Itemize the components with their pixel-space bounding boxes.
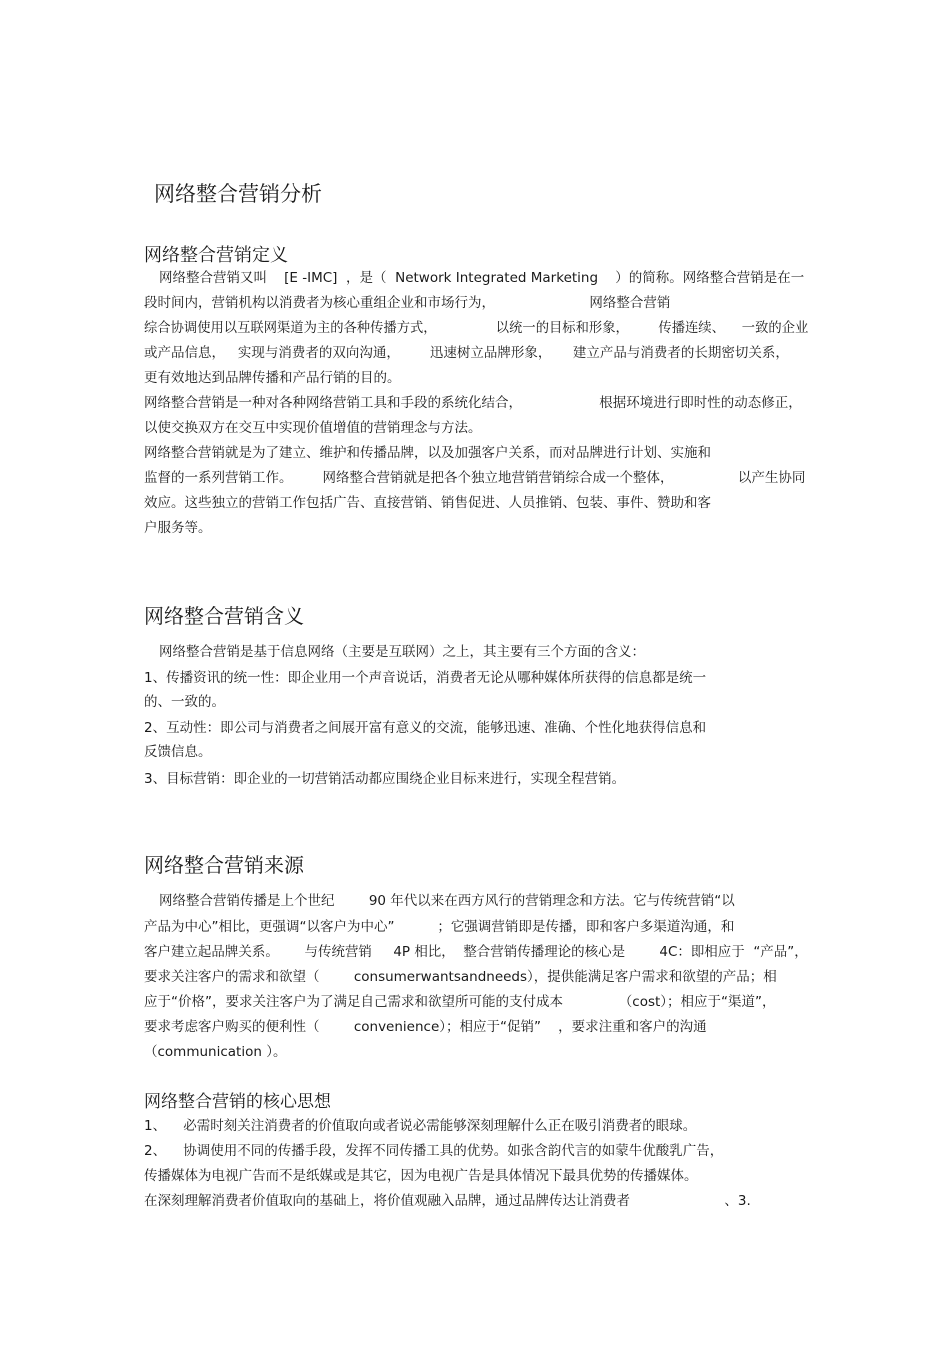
meaning-line: 2、互动性：即公司与消费者之间展开富有意义的交流，能够迅速、准确、个性化地获得信息和 (144, 720, 707, 736)
definition-line: 效应。这些独立的营销工作包括广告、直接营销、销售促进、人员推销、包装、事件、赞助和客 (144, 495, 711, 511)
definition-line: 监督的一系列营销工作。 网络整合营销就是把各个独立地营销营销综合成一个整体， 以产生协同 (144, 470, 806, 486)
meaning-line: 的、一致的。 (144, 694, 225, 710)
meaning-line: 网络整合营销是基于信息网络（主要是互联网）之上，其主要有三个方面的含义： (159, 644, 645, 660)
definition-line: 网络整合营销就是为了建立、维护和传播品牌，以及加强客户关系，而对品牌进行计划、实施和 (144, 445, 711, 461)
section-heading-origin: 网络整合营销来源 (144, 853, 304, 877)
section-heading-core-ideas: 网络整合营销的核心思想 (144, 1092, 331, 1112)
origin-line: 产品为中心”相比，更强调“以客户为中心” ；它强调营销即是传播，即和客户多渠道沟通，和 (144, 919, 735, 935)
definition-line: 综合协调使用以互联网渠道为主的各种传播方式， 以统一的目标和形象， 传播连续、 一致的企业 (144, 320, 809, 336)
section-heading-meaning: 网络整合营销含义 (144, 604, 304, 628)
origin-line: 应于“价格”，要求关注客户为了满足自己需求和欲望所可能的支付成本 （cost）；相应于“渠道”， (144, 994, 776, 1010)
origin-line: 客户建立起品牌关系。 与传统营销 4P 相比， 整合营销传播理论的核心是 4C：即相应于 “产品”， (144, 944, 808, 960)
section-heading-definition: 网络整合营销定义 (144, 245, 288, 266)
meaning-line: 1、传播资讯的统一性：即企业用一个声音说话，消费者无论从哪种媒体所获得的信息都是统一 (144, 670, 707, 686)
document-title: 网络整合营销分析 (154, 182, 322, 206)
definition-line: 更有效地达到品牌传播和产品行销的目的。 (144, 370, 401, 386)
definition-line: 网络整合营销又叫 [E -IMC] ，是（ Network Integrated Marketing ）的简称。网络整合营销是在一 (159, 270, 805, 286)
meaning-line: 3、目标营销：即企业的一切营销活动都应围绕企业目标来进行，实现全程营销。 (144, 771, 626, 787)
core-ideas-line: 1、 必需时刻关注消费者的价值取向或者说必需能够深刻理解什么正在吸引消费者的眼球。 (144, 1118, 697, 1134)
definition-line: 以使交换双方在交互中实现价值增值的营销理念与方法。 (144, 420, 482, 436)
definition-line: 户服务等。 (144, 520, 212, 536)
definition-line: 或产品信息， 实现与消费者的双向沟通， 迅速树立品牌形象， 建立产品与消费者的长期密切关系， (144, 345, 789, 361)
origin-line: 网络整合营销传播是上个世纪 90 年代以来在西方风行的营销理念和方法。它与传统营销“以 (159, 893, 735, 909)
definition-line: 网络整合营销是一种对各种网络营销工具和手段的系统化结合， 根据环境进行即时性的动态修正， (144, 395, 802, 411)
meaning-line: 反馈信息。 (144, 744, 212, 760)
core-ideas-line: 传播媒体为电视广告而不是纸媒或是其它，因为电视广告是具体情况下最具优势的传播媒体。 (144, 1168, 698, 1184)
definition-line: 段时间内，营销机构以消费者为核心重组企业和市场行为， 网络整合营销 (144, 295, 671, 311)
origin-line: 要求考虑客户购买的便利性（ convenience）；相应于“促销” ，要求注重和客户的沟通 (144, 1019, 707, 1035)
origin-line: （communication ）。 (144, 1044, 287, 1060)
origin-line: 要求关注客户的需求和欲望（ consumerwantsandneeds），提供能满足客户需求和欲望的产品；相 (144, 969, 777, 985)
core-ideas-line: 在深刻理解消费者价值取向的基础上，将价值观融入品牌，通过品牌传达让消费者 、3. (144, 1193, 751, 1209)
core-ideas-line: 2、 协调使用不同的传播手段，发挥不同传播工具的优势。如张含韵代言的如蒙牛优酸乳广告， (144, 1143, 724, 1159)
